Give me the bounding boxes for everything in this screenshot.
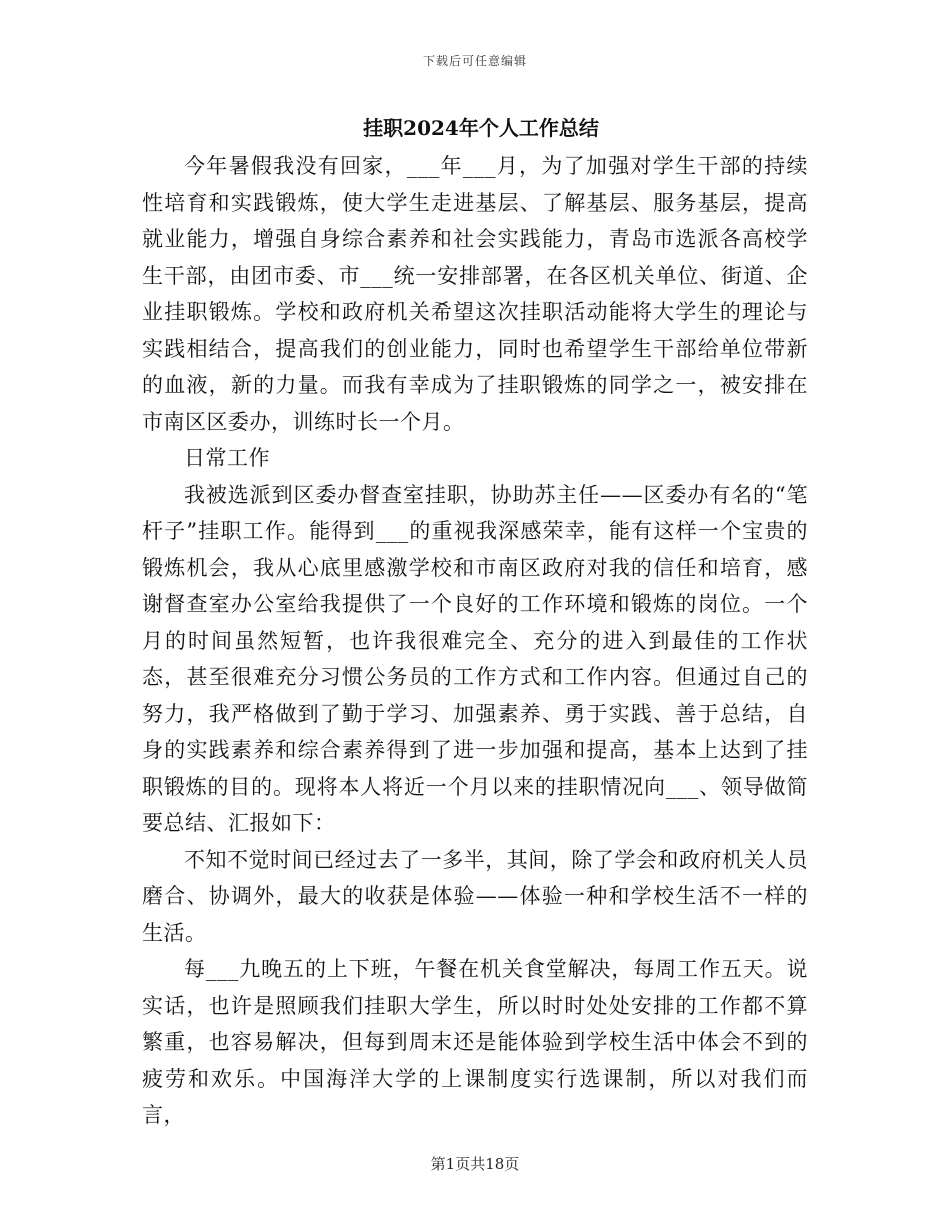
document-title: 挂职2024年个人工作总结 (363, 116, 599, 140)
paragraph-schedule: 每___九晚五的上下班，午餐在机关食堂解决，每周工作五天。说实话，也许是照顾我们挂职大学生，所以时时处处安排的工作都不算繁重，也容易解决，但每到周末还是能体验到学校生活中体会不到的疲劳和欢乐。中国海洋大学的上课制度实行选课制，所以对我们而言， (142, 957, 808, 1127)
page-number: 第1页共18页 (430, 1155, 520, 1173)
section-heading-daily-work: 日常工作 (184, 446, 270, 470)
page-header-note: 下载后可任意编辑 (422, 54, 527, 68)
paragraph-assignment: 我被选派到区委办督查室挂职，协助苏主任——区委办有名的“笔杆子”挂职工作。能得到___的重视我深感荣幸，能有这样一个宝贵的锻炼机会，我从心底里感激学校和市南区政府对我的信任和培育，感谢督查室办公室给我提供了一个良好的工作环境和锻炼的岗位。一个月的时间虽然短暂，也许我很难完全、充分的进入到最佳的工作状态，甚至很难充分习惯公务员的工作方式和工作内容。但通过自己的努力，我严格做到了勤于学习、加强素养、勇于实践、善于总结，自身的实践素养和综合素养得到了进一步加强和提高，基本上达到了挂职锻炼的目的。现将本人将近一个月以来的挂职情况向___、领导做简要总结、汇报如下： (142, 482, 808, 835)
document-body (142, 108, 808, 1134)
paragraph-experience: 不知不觉时间已经过去了一多半，其间，除了学会和政府机关人员磨合、协调外，最大的收获是体验——体验一种和学校生活不一样的生活。 (142, 847, 808, 945)
paragraph-intro: 今年暑假我没有回家，___年___月，为了加强对学生干部的持续性培育和实践锻炼，使大学生走进基层、了解基层、服务基层，提高就业能力，增强自身综合素养和社会实践能力，青岛市选派各高校学生干部，由团市委、市___统一安排部署，在各区机关单位、街道、企业挂职锻炼。学校和政府机关希望这次挂职活动能将大学生的理论与实践相结合，提高我们的创业能力，同时也希望学生干部给单位带新的血液，新的力量。而我有幸成为了挂职锻炼的同学之一，被安排在市南区区委办，训练时长一个月。 (142, 154, 808, 434)
